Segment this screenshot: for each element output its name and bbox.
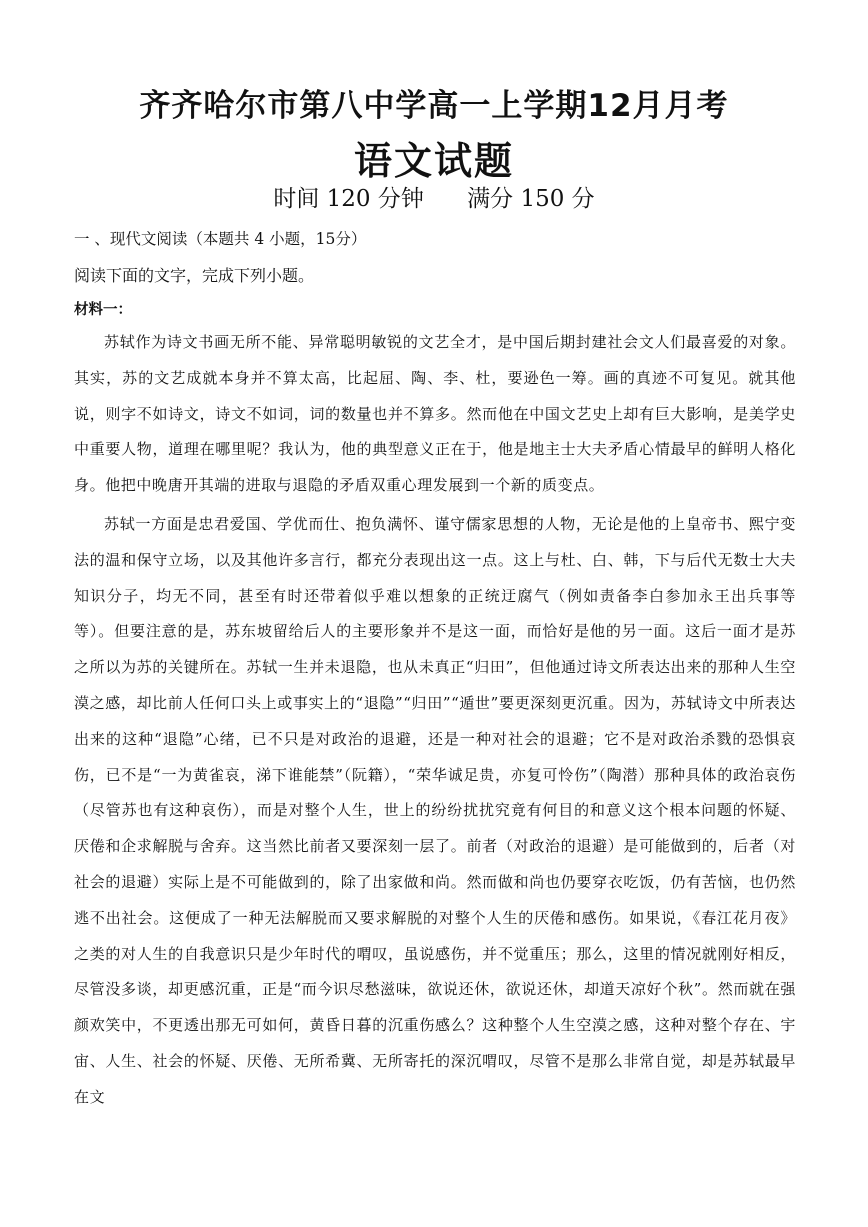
exam-meta	[0, 180, 868, 213]
section-heading: 一 、现代文阅读（本题共 4 小题，15分）	[74, 230, 367, 248]
exam-score: 满分 150 分	[467, 186, 595, 212]
passage-paragraph-1: 苏轼作为诗文书画无所不能、异常聪明敏锐的文艺全才，是中国后期封建社会文人们最喜爱的对象。其实，苏的文艺成就本身并不算太高，比起屈、陶、李、杜，要逊色一筹。画的真迹不可复见。就其他说，则字不如诗文，诗文不如词，词的数量也并不算多。然而他在中国文艺史上却有巨大影响，是美学史中重要人物，道理在哪里呢？我认为，他的典型意义正在于，他是地主士大夫矛盾心情最早的鲜明人格化身。他把中晚唐开其端的进取与退隐的矛盾双重心理发展到一个新的质变点。	[74, 333, 796, 495]
passage-paragraph-2: 苏轼一方面是忠君爱国、学优而仕、抱负满怀、谨守儒家思想的人物，无论是他的上皇帝书、熙宁变法的温和保守立场，以及其他许多言行，都充分表现出这一点。这上与杜、白、韩，下与后代无数士大夫知识分子，均无不同，甚至有时还带着似乎难以想象的正统迂腐气（例如责备李白参加永王出兵事等等）。但要注意的是，苏东坡留给后人的主要形象并不是这一面，而恰好是他的另一面。这后一面才是苏之所以为苏的关键所在。苏轼一生并未退隐，也从未真正“归田”，但他通过诗文所表达出来的那种人生空漠之感，却比前人任何口头上或事实上的“退隐”“归田”“遁世”要更深刻更沉重。因为，苏轼诗文中所表达出来的这种“退隐”心绪，已不只是对政治的退避，还是一种对社会的退避；它不是对政治杀戮的恐惧哀伤，已不是“一为黄雀哀，涕下谁能禁”（阮籍），“荣华诚足贵，亦复可怜伤”（陶潜）那种具体的政治哀伤（尽管苏也有这种哀伤），而是对整个人生，世上的纷纷扰扰究竟有何目的和意义这个根本问题的怀疑、厌倦和企求解脱与舍弃。这当然比前者又要深刻一层了。前者（对政治的退避）是可能做到的，后者（对社会的退避）实际上是不可能做到的，除了出家做和尚。然而做和尚也仍要穿衣吃饭，仍有苦恼，也仍然逃不出社会。这便成了一种无法解脱而又要求解脱的对整个人生的厌倦和感伤。如果说，《春江花月夜》之类的对人生的自我意识只是少年时代的喟叹，虽说感伤，并不觉重压；那么，这里的情况就刚好相反，尽管没多谈，却更感沉重，正是“而今识尽愁滋味，欲说还休，欲说还休，却道天凉好个秋”。然而就在强颜欢笑中，不更透出那无可如何，黄昏日暮的沉重伤感么？这种整个人生空漠之感，这种对整个存在、宇宙、人生、社会的怀疑、厌倦、无所希冀、无所寄托的深沉喟叹，尽管不是那么非常自觉，却是苏轼最早在文	[74, 514, 796, 1106]
material-label: 材料一：	[74, 301, 132, 318]
subject-title: 语文试题	[353, 139, 514, 183]
exam-title: 齐齐哈尔市第八中学高一上学期12月月考	[139, 88, 729, 124]
passage-body	[74, 325, 796, 1119]
exam-time: 时间 120 分钟	[273, 186, 424, 212]
section-instruction: 阅读下面的文字，完成下列小题。	[74, 266, 315, 285]
